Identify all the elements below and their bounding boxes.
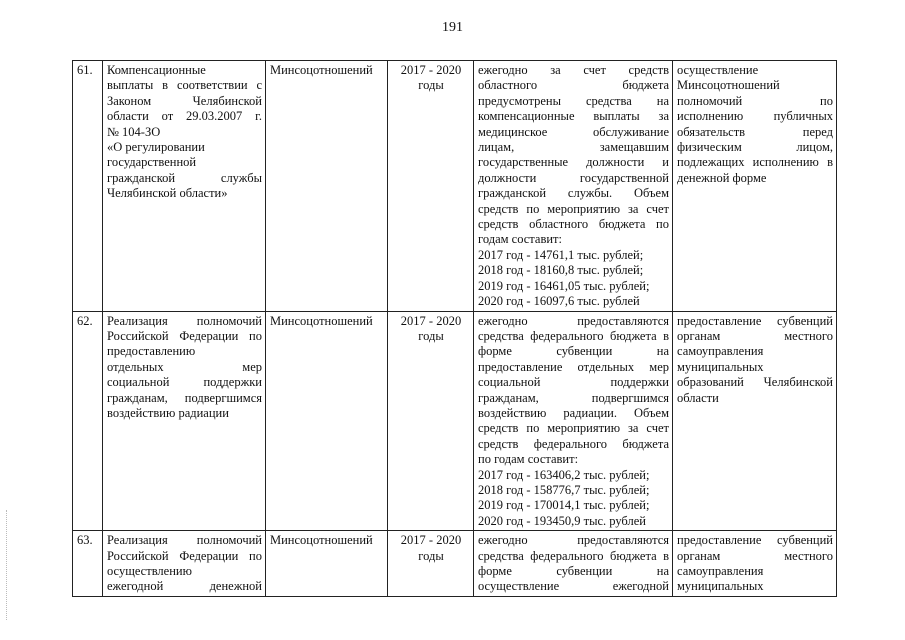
- text-line: 2018 год - 18160,8 тыс. рублей;: [478, 263, 644, 278]
- text-line: Минсоцотношений: [677, 78, 780, 93]
- expected-result: [673, 61, 837, 312]
- text-line: социальной поддержки: [107, 375, 262, 390]
- text-line: № 104-ЗО: [107, 124, 161, 139]
- text-line: «О регулировании: [107, 140, 205, 155]
- period: [388, 311, 474, 531]
- page-number: 191: [442, 20, 463, 35]
- text-line: предоставление субвенций: [677, 533, 833, 548]
- text-line: 2017 год - 163406,2 тыс. рублей;: [478, 467, 650, 482]
- text-line: ежегодно предоставляются: [478, 313, 669, 328]
- row-number: 63.: [73, 531, 103, 597]
- text-line: 2017 год - 14761,1 тыс. рублей;: [478, 247, 644, 262]
- row-number: 61.: [73, 61, 103, 312]
- table-row-63: [73, 531, 837, 597]
- text-line: средств федерального бюджета: [478, 436, 669, 451]
- measures-table: [72, 60, 837, 597]
- text-line: Реализация полномочий: [107, 313, 262, 328]
- text-line: области: [677, 390, 719, 405]
- table-body: [73, 61, 837, 597]
- text-line: осуществление ежегодной: [478, 579, 669, 594]
- text-line: форме субвенции на: [478, 344, 669, 359]
- text-line: предоставление субвенций: [677, 313, 833, 328]
- measure-description: [474, 531, 673, 597]
- text-line: самоуправления: [677, 344, 764, 359]
- text-line: должности государственной: [478, 170, 669, 185]
- text-line: гражданской службы. Объем: [478, 186, 669, 201]
- text-line: лицам, замещавшим: [478, 140, 669, 155]
- text-line: ежегодно за счет средств: [478, 63, 669, 77]
- text-line: форме субвенции на: [478, 564, 669, 578]
- text-line: образований Челябинской: [677, 375, 833, 390]
- text-line: обязательств перед: [677, 124, 833, 139]
- text-line: физическим лицом,: [677, 140, 833, 155]
- text-line: предоставлению: [107, 344, 196, 359]
- row-number: 62.: [73, 311, 103, 531]
- text-line: органам местного: [677, 328, 833, 343]
- text-line: государственной: [107, 155, 197, 170]
- expected-result: [673, 531, 837, 597]
- text-line: средств по мероприятию за счет: [478, 421, 669, 436]
- text-line: самоуправления: [677, 564, 764, 578]
- text-line: 2018 год - 158776,7 тыс. рублей;: [478, 482, 650, 497]
- measure-name: [103, 311, 266, 531]
- measure-name: [103, 61, 266, 312]
- measure-description: [474, 61, 673, 312]
- text-line: предоставление отдельных мер: [478, 359, 669, 374]
- text-line: ежегодно предоставляются: [478, 533, 669, 548]
- text-line: исполнению публичных: [677, 109, 833, 124]
- text-line: гражданской службы: [107, 170, 262, 185]
- text-line: средства федерального бюджета в: [478, 548, 669, 563]
- text-line: муниципальных: [677, 359, 764, 374]
- text-line: средства федерального бюджета в: [478, 328, 669, 343]
- executor: Минсоцотношений: [266, 531, 388, 597]
- text-line: государственные должности и: [478, 155, 669, 170]
- text-line: 2020 год - 193450,9 тыс. рублей: [478, 513, 646, 528]
- text-line: годам составит:: [478, 232, 562, 247]
- text-line: полномочий по: [677, 93, 833, 108]
- text-line: ежегодной денежной: [107, 579, 262, 594]
- text-line: областного бюджета: [478, 78, 669, 93]
- text-line: Челябинской области»: [107, 186, 228, 201]
- text-line: медицинское обслуживание: [478, 124, 669, 139]
- text-line: осуществление: [677, 63, 759, 77]
- text-line: воздействию радиации. Объем: [478, 405, 669, 420]
- period-years: 2017 - 2020: [400, 313, 462, 328]
- table-row-62: [73, 311, 837, 531]
- text-line: осуществлению: [107, 564, 192, 578]
- executor: Минсоцотношений: [266, 61, 388, 312]
- text-line: 2020 год - 16097,6 тыс. рублей: [478, 294, 640, 309]
- period: [388, 531, 474, 597]
- text-line: выплаты в соответствии с: [107, 78, 262, 93]
- text-line: отдельных мер: [107, 359, 262, 374]
- measure-description: [474, 311, 673, 531]
- text-line: гражданам, подвергшимся: [107, 390, 262, 405]
- period-unit: годы: [418, 78, 444, 93]
- text-line: средств областного бюджета по: [478, 217, 669, 232]
- text-line: подлежащих исполнению в: [677, 155, 833, 170]
- period-years: 2017 - 2020: [400, 63, 462, 77]
- table-row-61: [73, 61, 837, 312]
- text-line: гражданам, подвергшимся: [478, 390, 669, 405]
- executor: Минсоцотношений: [266, 311, 388, 531]
- text-line: воздействию радиации: [107, 405, 229, 420]
- text-line: средств по мероприятию за счет: [478, 201, 669, 216]
- scan-edge-mark: [6, 510, 8, 620]
- text-line: Законом Челябинской: [107, 93, 262, 108]
- period-unit: годы: [418, 328, 444, 343]
- measure-name: [103, 531, 266, 597]
- text-line: социальной поддержки: [478, 375, 669, 390]
- text-line: Реализация полномочий: [107, 533, 262, 548]
- text-line: 2019 год - 16461,05 тыс. рублей;: [478, 278, 650, 293]
- text-line: Компенсационные: [107, 63, 206, 77]
- text-line: муниципальных: [677, 579, 764, 594]
- text-line: денежной форме: [677, 170, 767, 185]
- text-line: органам местного: [677, 548, 833, 563]
- text-line: предусмотрены средства на: [478, 93, 669, 108]
- text-line: Российской Федерации по: [107, 328, 262, 343]
- period-years: 2017 - 2020: [400, 533, 462, 548]
- text-line: Российской Федерации по: [107, 548, 262, 563]
- text-line: компенсационные выплаты за: [478, 109, 669, 124]
- text-line: по годам составит:: [478, 452, 579, 467]
- text-line: 2019 год - 170014,1 тыс. рублей;: [478, 498, 650, 513]
- period: [388, 61, 474, 312]
- period-unit: годы: [418, 548, 444, 563]
- text-line: области от 29.03.2007 г.: [107, 109, 262, 124]
- expected-result: [673, 311, 837, 531]
